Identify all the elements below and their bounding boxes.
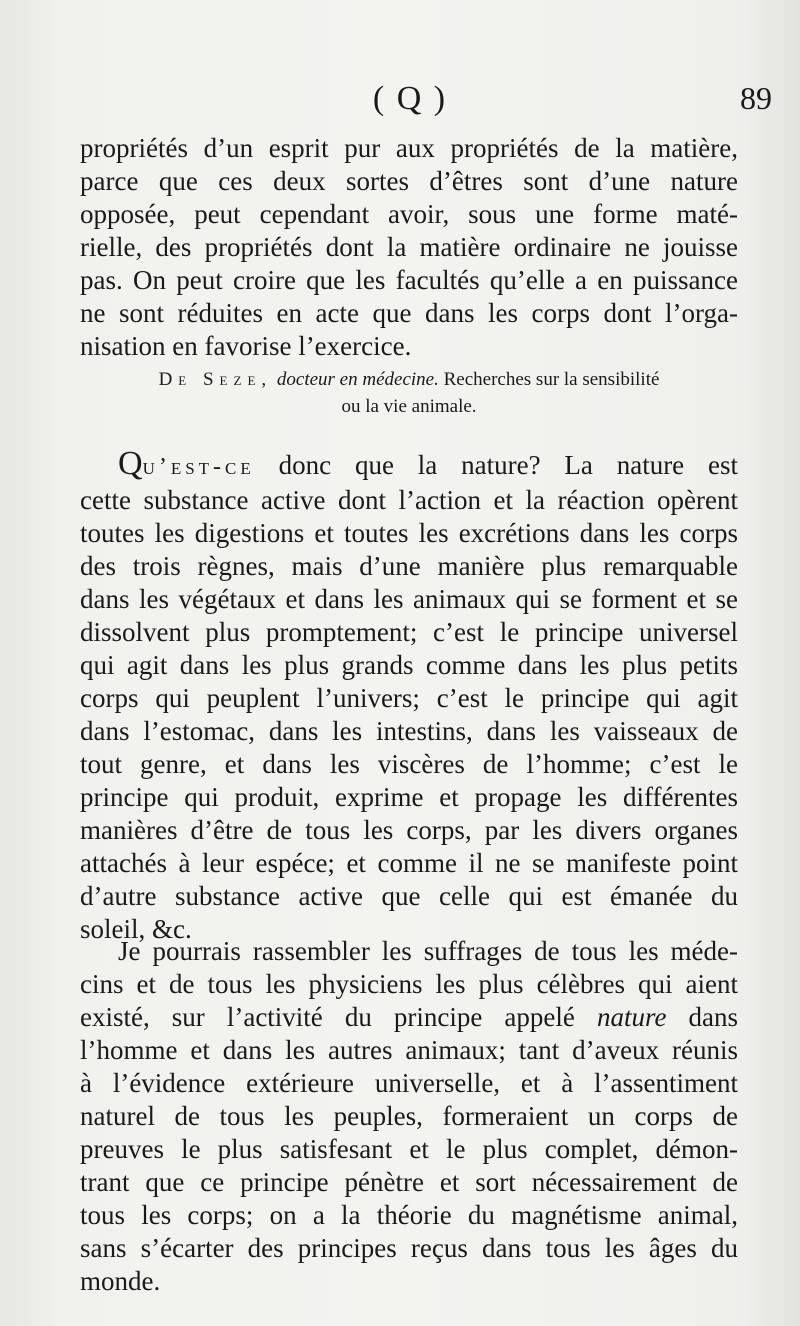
- citation-title: Recherches sur la sensibilité: [443, 369, 660, 390]
- emphasis-nature: nature: [596, 1002, 667, 1032]
- text-line: à l’évidence extérieure universelle, et à l’assentiment: [80, 1068, 738, 1098]
- first-line-rest: donc que la nature? La nature est: [278, 450, 739, 480]
- text-line: qui agit dans les plus grands comme dans les plus petits: [80, 650, 738, 680]
- line-start: existé, sur l’activité du principe appelé: [80, 1002, 575, 1032]
- text-line: corps qui peuplent l’univers; c’est le principe qui agit: [80, 683, 738, 713]
- text-line: [80, 1001, 738, 1034]
- text-line: d’autre substance active que celle qui est émanée du: [80, 881, 738, 911]
- text-line: monde.: [80, 1266, 161, 1296]
- citation-author: De Seze,: [158, 369, 273, 390]
- text-line: naturel de tous les peuples, formeraient un corps de: [80, 1101, 738, 1131]
- paragraph-nature: [80, 447, 738, 946]
- page-header: [0, 80, 800, 120]
- text-line: nisation en favorise l’exercice.: [80, 331, 412, 361]
- page-number: 89: [740, 80, 772, 116]
- text-line: opposée, peut cependant avoir, sous une forme maté-: [80, 199, 738, 229]
- text-line: propriétés d’un esprit pur aux propriétés de la matière,: [80, 133, 738, 163]
- paragraph-suffrages: [80, 935, 738, 1298]
- initial-letter: Q: [118, 445, 143, 482]
- text-line: rielle, des propriétés dont la matière ordinaire ne jouisse: [80, 232, 738, 262]
- text-line: ne sont réduites en acte que dans les corps dont l’orga-: [80, 298, 738, 328]
- text-line: principe qui produit, exprime et propage les différentes: [80, 782, 738, 812]
- text-line: dissolvent plus promptement; c’est le principe universel: [80, 617, 738, 647]
- text-line: des trois règnes, mais d’une manière plus remarquable: [80, 551, 738, 581]
- text-line: soleil, &c.: [80, 914, 192, 944]
- text-line: tout genre, et dans les viscères de l’homme; c’est le: [80, 749, 738, 779]
- text-line: dans l’estomac, dans les intestins, dans les vaisseaux de: [80, 716, 738, 746]
- line-end: dans: [688, 1002, 739, 1032]
- text-line: attachés à leur espéce; et comme il ne se manifeste point: [80, 848, 738, 878]
- text-line: cette substance active dont l’action et la réaction opèrent: [80, 485, 738, 515]
- first-word: u’est-ce: [142, 454, 255, 480]
- text-line: toutes les digestions et toutes les excrétions dans les corps: [80, 518, 738, 548]
- text-line: trant que ce principe pénètre et sort nécessairement de: [80, 1167, 738, 1197]
- text-line: l’homme et dans les autres animaux; tant d’aveux réunis: [80, 1035, 738, 1065]
- text-line: tous les corps; on a la théorie du magnétisme animal,: [80, 1200, 738, 1230]
- text-line: parce que ces deux sortes d’êtres sont d’une nature: [80, 166, 738, 196]
- text-line: Je pourrais rassembler les suffrages de tous les méde-: [118, 936, 738, 966]
- citation-role: docteur en médecine.: [276, 369, 439, 390]
- signature-mark: ( Q ): [372, 80, 448, 117]
- paragraph-continued: [80, 132, 738, 363]
- text-line: dans les végétaux et dans les animaux qui se forment et se: [80, 584, 738, 614]
- text-line: sans s’écarter des principes reçus dans tous les âges du: [80, 1233, 738, 1263]
- citation: [80, 366, 738, 420]
- text-line: [80, 447, 738, 484]
- text-line: cins et de tous les physiciens les plus célèbres qui aient: [80, 969, 738, 999]
- text-line: preuves le plus satisfesant et le plus complet, démon-: [80, 1134, 738, 1164]
- text-line: pas. On peut croire que les facultés qu’elle a en puissance: [80, 265, 738, 295]
- citation-title-cont: ou la vie animale.: [341, 396, 477, 417]
- text-line: manières d’être de tous les corps, par les divers organes: [80, 815, 738, 845]
